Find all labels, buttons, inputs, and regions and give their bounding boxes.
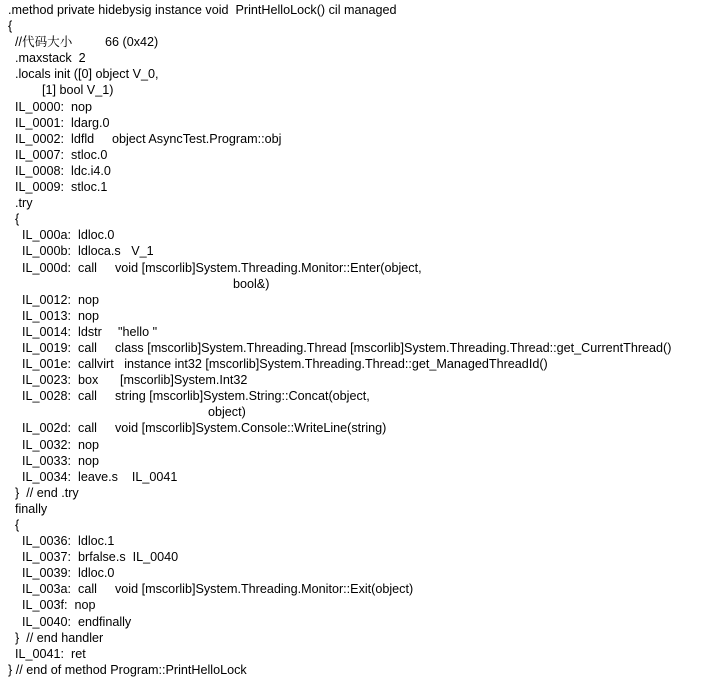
code-line [8,501,698,517]
code-operand: void [mscorlib]System.Threading.Monitor::Exit(object) [115,582,414,597]
code-text: IL_0008: ldc.i4.0 [8,163,111,178]
code-line [8,485,698,501]
code-text: IL_0000: nop [8,99,93,114]
code-operand: class [mscorlib]System.Threading.Thread [mscorlib]System.Threading.Thread::get_CurrentThread() [115,340,672,355]
code-continuation: bool&) [233,276,270,291]
code-text: IL_0007: stloc.0 [8,147,108,162]
code-line [8,597,698,613]
code-text: IL_0013: nop [8,308,100,323]
code-line [8,147,698,163]
code-line [8,211,698,227]
code-line [8,324,698,340]
code-line [8,163,698,179]
code-text: IL_0040: endfinally [8,614,132,629]
code-text: } // end .try [8,485,79,500]
code-instruction: IL_002d: call [8,421,97,436]
code-line [8,549,698,565]
code-size-value: 66 (0x42) [105,35,159,50]
code-line [8,2,698,18]
code-line [8,131,698,147]
code-line [8,453,698,469]
code-line [8,437,698,453]
code-line [8,115,698,131]
code-line [8,34,698,50]
code-operand: void [mscorlib]System.Console::WriteLine(string) [115,421,387,436]
code-instruction: IL_0002: ldfld [8,131,95,146]
code-instruction: IL_0014: ldstr [8,324,102,339]
code-operand: string [mscorlib]System.String::Concat(object, [115,389,370,404]
code-line [8,340,698,356]
code-operand: [mscorlib]System.Int32 [120,373,248,388]
code-line [8,179,698,195]
code-text: } // end of method Program::PrintHelloLock [8,662,247,677]
code-line [8,469,698,485]
code-text: .method private hidebysig instance void PrintHelloLock() cil managed [8,3,397,17]
code-line [8,614,698,630]
code-text: IL_0032: nop [8,437,100,452]
code-text: .try [8,196,33,211]
code-line [8,227,698,243]
code-line [8,82,698,98]
code-line [8,243,698,259]
code-text: IL_000b: ldloca.s V_1 [8,244,154,259]
code-text: IL_000a: ldloc.0 [8,228,115,243]
code-line [8,372,698,388]
code-comment: //代码大小 [8,35,73,50]
il-code-listing [8,2,698,678]
code-operand: void [mscorlib]System.Threading.Monitor::Enter(object, [115,260,422,275]
code-line [8,195,698,211]
code-line [8,18,698,34]
code-line [8,420,698,436]
code-text: IL_0009: stloc.1 [8,180,108,195]
code-line [8,356,698,372]
code-line [8,260,698,276]
code-text: { [8,212,20,227]
code-text: IL_003f: nop [8,598,96,613]
code-line [8,388,698,404]
code-text: .maxstack 2 [8,51,86,66]
code-line [8,662,698,678]
code-text: } // end handler [8,630,104,645]
code-instruction: IL_000d: call [8,260,97,275]
code-line [8,276,698,292]
code-line [8,66,698,82]
code-operand: object AsyncTest.Program::obj [112,131,282,146]
code-text: IL_0034: leave.s IL_0041 [8,469,178,484]
code-text: { [8,19,13,34]
code-line [8,404,698,420]
code-text: IL_0039: ldloc.0 [8,566,115,581]
code-text: IL_0036: ldloc.1 [8,534,115,549]
code-instruction: IL_0028: call [8,389,97,404]
code-text: finally [8,501,48,516]
code-line [8,646,698,662]
code-line [8,308,698,324]
code-text: IL_0012: nop [8,292,100,307]
code-continuation: object) [208,405,246,420]
code-line [8,533,698,549]
code-line [8,292,698,308]
code-line [8,565,698,581]
code-instruction: IL_003a: call [8,582,97,597]
code-instruction: IL_0019: call [8,340,97,355]
code-line [8,99,698,115]
code-text: { [8,518,20,532]
code-operand: "hello " [118,324,158,339]
code-line [8,630,698,646]
code-text: IL_0001: ldarg.0 [8,115,110,130]
code-text: .locals init ([0] object V_0, [8,67,159,82]
code-text: IL_0041: ret [8,646,86,661]
code-line [8,50,698,66]
code-line [8,581,698,597]
code-line [8,517,698,533]
code-instruction: IL_0023: box [8,373,99,388]
code-text: IL_0037: brfalse.s IL_0040 [8,550,179,565]
code-text: [1] bool V_1) [42,83,114,98]
code-text: IL_0033: nop [8,453,100,468]
code-text: IL_001e: callvirt instance int32 [mscorlib]System.Threading.Thread::get_ManagedThreadId() [8,357,548,372]
